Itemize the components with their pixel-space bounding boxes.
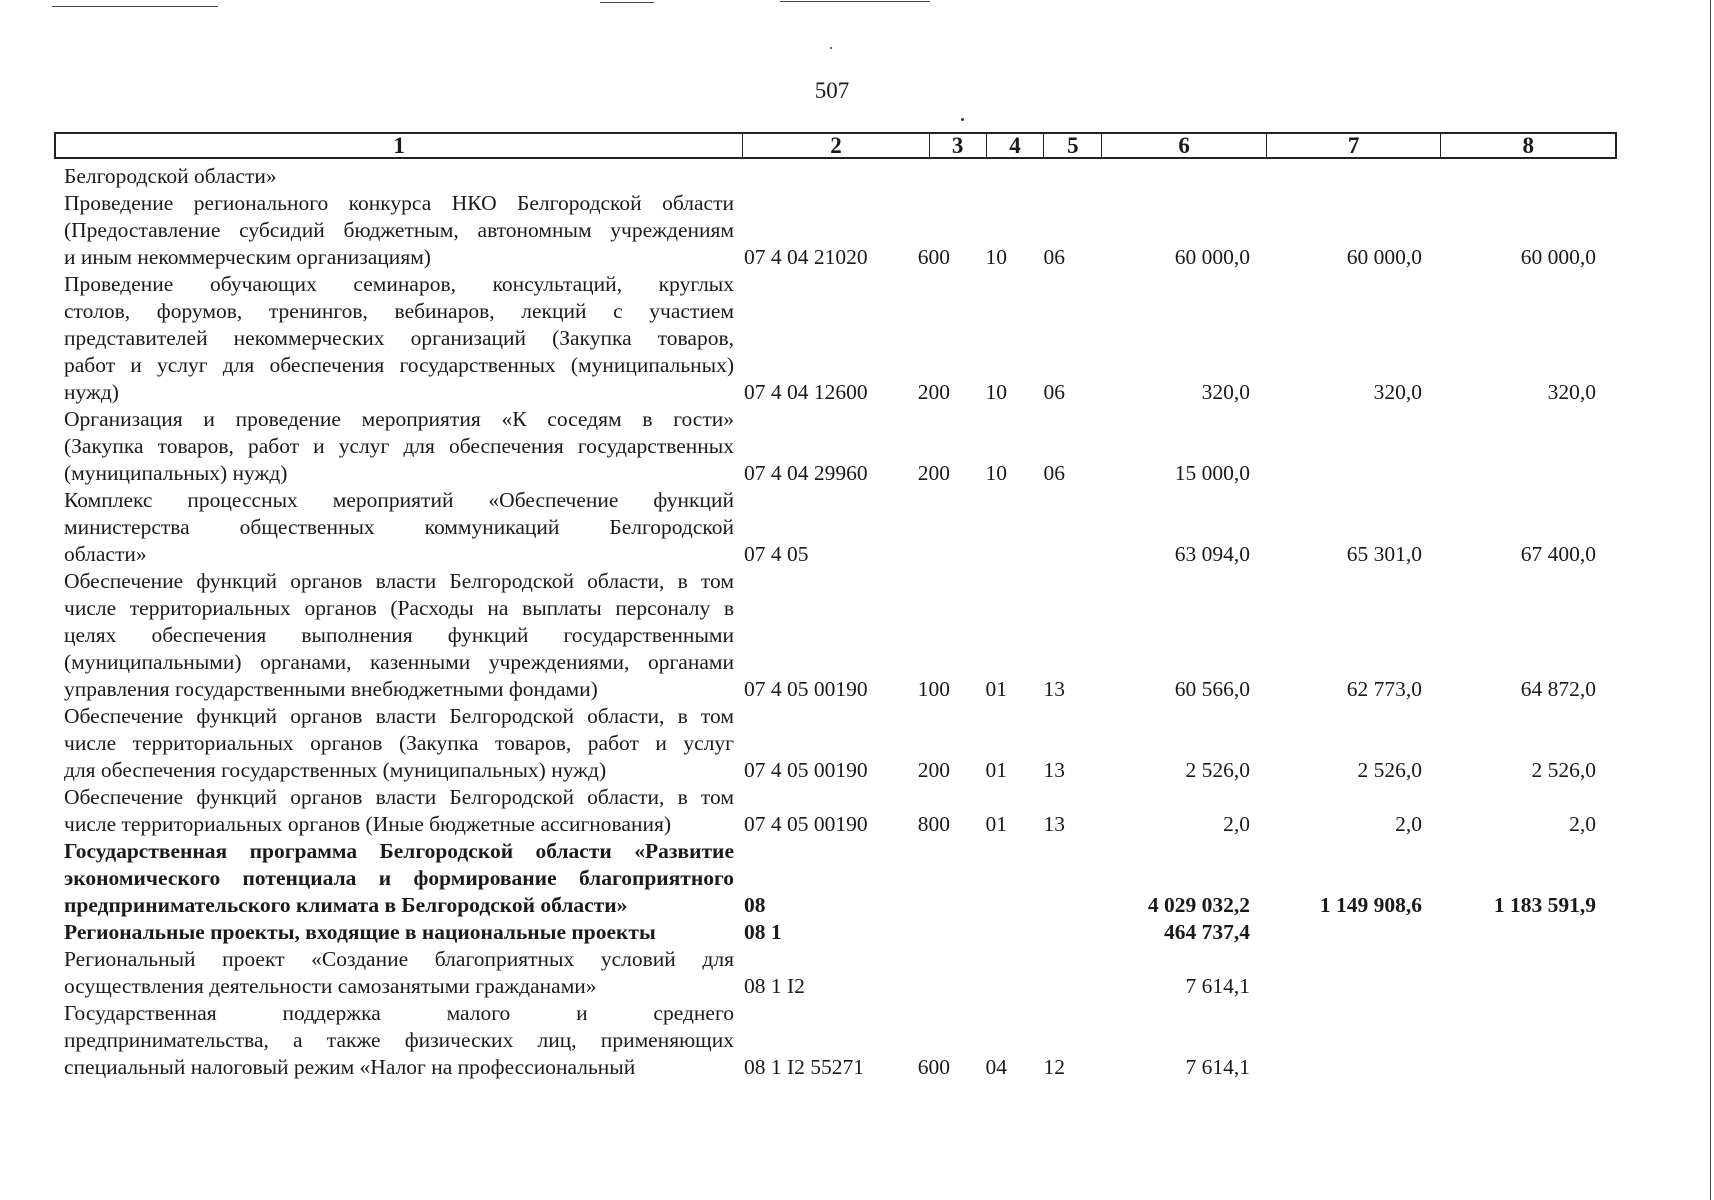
table-row <box>64 1000 1624 1081</box>
table-row <box>64 271 1624 406</box>
table-row <box>64 919 1624 946</box>
row-description <box>64 406 734 487</box>
row-description <box>64 784 734 838</box>
description-line: (Закупка товаров, работ и услуг для обеспечения государственных <box>64 434 734 458</box>
description-line: столов, форумов, тренингов, вебинаров, лекций с участием <box>64 299 734 323</box>
description-line: для обеспечения государственных (муниципальных) нужд) <box>64 758 607 782</box>
row-description <box>64 946 734 1000</box>
description-line: (муниципальных) нужд) <box>64 461 288 485</box>
subsection-code: 06 <box>1043 245 1065 269</box>
description-line: экономического потенциала и формирование благоприятного <box>64 866 734 890</box>
program-code: 07 4 04 29960 <box>744 461 868 485</box>
description-line: Обеспечение функций органов власти Белгородской области, в том <box>64 785 734 809</box>
section-code: 10 <box>985 245 1007 269</box>
amount-col-7: 65 301,0 <box>1346 542 1422 566</box>
page-number: 507 <box>814 78 850 103</box>
scan-edge-mark <box>600 2 654 3</box>
description-line: Проведение обучающих семинаров, консультаций, круглых <box>64 272 734 296</box>
description-line: Региональный проект «Создание благоприятных условий для <box>64 947 734 971</box>
scan-speck <box>830 47 832 49</box>
table-row <box>64 406 1624 487</box>
description-line: числе территориальных органов (Закупка товаров, работ и услуг <box>64 731 734 755</box>
amount-col-6: 63 094,0 <box>1174 542 1250 566</box>
scan-edge-mark <box>780 1 930 2</box>
description-line: министерства общественных коммуникаций Белгородской <box>64 515 734 539</box>
amount-col-6: 464 737,4 <box>1164 920 1250 944</box>
description-line: области» <box>64 542 147 566</box>
row-description <box>64 919 734 946</box>
table-row <box>64 163 1624 190</box>
amount-col-8: 2 526,0 <box>1531 758 1596 782</box>
amount-col-7: 2 526,0 <box>1357 758 1422 782</box>
subsection-code: 13 <box>1043 758 1065 782</box>
description-line: осуществления деятельности самозанятыми гражданами» <box>64 974 597 998</box>
section-code: 04 <box>985 1055 1007 1079</box>
table-row <box>64 703 1624 784</box>
amount-col-7: 320,0 <box>1373 380 1422 404</box>
table-row <box>64 190 1624 271</box>
column-header: 8 <box>1522 133 1534 158</box>
description-line: работ и услуг для обеспечения государственных (муниципальных) <box>64 353 734 377</box>
column-header: 1 <box>56 134 743 157</box>
amount-col-6: 320,0 <box>1201 380 1250 404</box>
scan-edge-mark <box>1710 0 1711 1200</box>
description-line: (муниципальными) органами, казенными учреждениями, органами <box>64 650 734 674</box>
description-line: Комплекс процессных мероприятий «Обеспечение функций <box>64 488 734 512</box>
expense-type-code: 600 <box>917 245 950 269</box>
program-code: 08 1 I2 55271 <box>744 1055 865 1079</box>
expense-type-code: 200 <box>917 461 950 485</box>
row-description <box>64 568 734 703</box>
description-line: представителей некоммерческих организаций (Закупка товаров, <box>64 326 734 350</box>
description-line: Проведение регионального конкурса НКО Белгородской области <box>64 191 734 215</box>
description-line: (Предоставление субсидий бюджетным, автономным учреждениям <box>64 218 734 242</box>
expense-type-code: 600 <box>917 1055 950 1079</box>
description-line: Обеспечение функций органов власти Белгородской области, в том <box>64 704 734 728</box>
subsection-code: 06 <box>1043 380 1065 404</box>
description-line: Белгородской области» <box>64 164 277 188</box>
row-description <box>64 487 734 568</box>
table-body <box>64 163 1624 1081</box>
program-code: 07 4 05 <box>744 542 809 566</box>
subsection-code: 06 <box>1043 461 1065 485</box>
description-line: Обеспечение функций органов власти Белгородской области, в том <box>64 569 734 593</box>
table-row <box>64 946 1624 1000</box>
subsection-code: 13 <box>1043 677 1065 701</box>
amount-col-6: 7 614,1 <box>1185 1055 1250 1079</box>
amount-col-6: 2,0 <box>1223 812 1250 836</box>
row-description <box>64 703 734 784</box>
description-line: целях обеспечения выполнения функций государственными <box>64 623 734 647</box>
amount-col-8: 1 183 591,9 <box>1493 893 1596 917</box>
description-line: предпринимательства, а также физических лиц, применяющих <box>64 1028 734 1052</box>
section-code: 10 <box>985 461 1007 485</box>
amount-col-6: 7 614,1 <box>1185 974 1250 998</box>
program-code: 07 4 05 00190 <box>744 677 868 701</box>
program-code: 07 4 04 21020 <box>744 245 868 269</box>
description-line: Государственная поддержка малого и среднего <box>64 1001 734 1025</box>
program-code: 07 4 05 00190 <box>744 812 868 836</box>
subsection-code: 13 <box>1043 812 1065 836</box>
description-line: Региональные проекты, входящие в национальные проекты <box>64 920 656 944</box>
subsection-code: 12 <box>1043 1055 1065 1079</box>
amount-col-6: 60 000,0 <box>1174 245 1250 269</box>
row-description <box>64 163 734 190</box>
section-code: 01 <box>985 677 1007 701</box>
column-header: 5 <box>1044 134 1102 157</box>
amount-col-6: 60 566,0 <box>1174 677 1250 701</box>
table-header <box>54 132 1617 159</box>
column-header: 6 <box>1102 134 1267 157</box>
row-description <box>64 271 734 406</box>
description-line: Организация и проведение мероприятия «К соседям в гости» <box>64 407 734 431</box>
program-code: 07 4 04 12600 <box>744 380 868 404</box>
scan-edge-mark <box>52 6 218 7</box>
amount-col-7: 1 149 908,6 <box>1319 893 1422 917</box>
expense-type-code: 100 <box>917 677 950 701</box>
program-code: 08 <box>744 893 766 917</box>
description-line: нужд) <box>64 380 119 404</box>
row-description <box>64 1000 734 1081</box>
program-code: 08 1 <box>744 920 782 944</box>
column-header: 3 <box>930 134 987 157</box>
table-row <box>64 568 1624 703</box>
program-code: 08 1 I2 <box>744 974 805 998</box>
amount-col-7: 60 000,0 <box>1346 245 1422 269</box>
table-row <box>64 838 1624 919</box>
row-description <box>64 838 734 919</box>
amount-col-8: 67 400,0 <box>1520 542 1596 566</box>
scan-speck <box>961 118 964 121</box>
amount-col-8: 64 872,0 <box>1520 677 1596 701</box>
program-code: 07 4 05 00190 <box>744 758 868 782</box>
expense-type-code: 200 <box>917 380 950 404</box>
amount-col-8: 2,0 <box>1569 812 1596 836</box>
column-header: 4 <box>987 134 1045 157</box>
amount-col-6: 15 000,0 <box>1174 461 1250 485</box>
amount-col-8: 60 000,0 <box>1520 245 1596 269</box>
amount-col-8: 320,0 <box>1547 380 1596 404</box>
description-line: управления государственными внебюджетными фондами) <box>64 677 598 701</box>
description-line: специальный налоговый режим «Налог на профессиональный <box>64 1055 636 1079</box>
description-line: предпринимательского климата в Белгородской области» <box>64 893 628 917</box>
amount-col-6: 2 526,0 <box>1185 758 1250 782</box>
section-code: 01 <box>985 758 1007 782</box>
section-code: 10 <box>985 380 1007 404</box>
table-row <box>64 487 1624 568</box>
expense-type-code: 800 <box>917 812 950 836</box>
description-line: и иным некоммерческим организациям) <box>64 245 431 269</box>
amount-col-7: 62 773,0 <box>1346 677 1422 701</box>
column-header: 2 <box>743 134 930 157</box>
amount-col-7: 2,0 <box>1395 812 1422 836</box>
description-line: числе территориальных органов (Расходы на выплаты персоналу в <box>64 596 734 620</box>
amount-col-6: 4 029 032,2 <box>1147 893 1250 917</box>
description-line: числе территориальных органов (Иные бюджетные ассигнования) <box>64 812 672 836</box>
row-description <box>64 190 734 271</box>
description-line: Государственная программа Белгородской области «Развитие <box>64 839 734 863</box>
table-row <box>64 784 1624 838</box>
column-header: 7 <box>1267 134 1442 157</box>
expense-type-code: 200 <box>917 758 950 782</box>
section-code: 01 <box>985 812 1007 836</box>
